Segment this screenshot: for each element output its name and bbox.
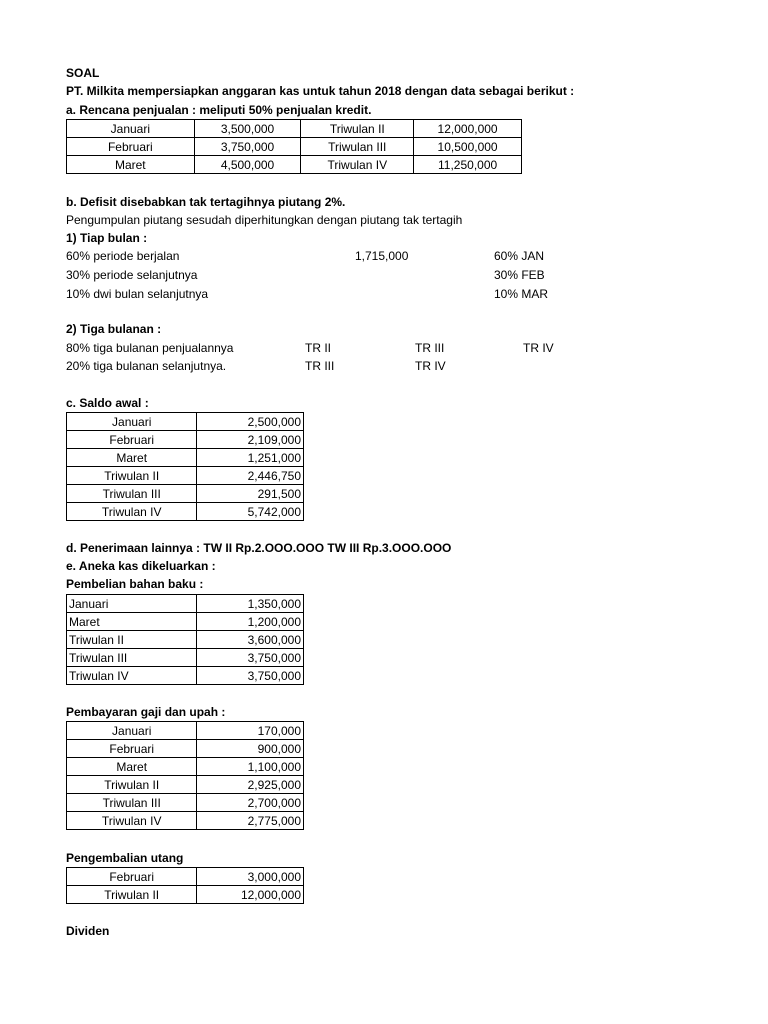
table-row (67, 649, 304, 667)
heading: SOAL (66, 66, 100, 80)
period-cell: Triwulan III (67, 485, 197, 503)
period-cell: Februari (67, 868, 197, 886)
table-row (67, 431, 304, 449)
sales-plan-table (66, 119, 522, 174)
quarter-cell: Triwulan II (301, 120, 414, 138)
table-row (67, 503, 304, 521)
period-cell: Triwulan III (67, 649, 197, 667)
period-cell: Triwulan II (67, 776, 197, 794)
quarterly-label: 80% tiga bulanan penjualannya (66, 341, 234, 355)
period-cell: Triwulan II (67, 886, 197, 904)
section-c-title: c. Saldo awal : (66, 396, 149, 410)
table-row (67, 467, 304, 485)
monthly-value: 1,715,000 (355, 249, 409, 263)
table-row (67, 794, 304, 812)
table-row (67, 631, 304, 649)
wages-table (66, 721, 304, 830)
month-cell: Maret (67, 156, 195, 174)
quarterly-title: 2) Tiga bulanan : (66, 322, 162, 336)
table-row (67, 740, 304, 758)
value-cell: 11,250,000 (414, 156, 522, 174)
period-cell: Maret (67, 613, 197, 631)
quarterly-label: 20% tiga bulanan selanjutnya. (66, 359, 227, 373)
table-row (67, 449, 304, 467)
monthly-label: 10% dwi bulan selanjutnya (66, 287, 209, 301)
amount-cell: 2,500,000 (197, 413, 304, 431)
period-cell: Januari (67, 722, 197, 740)
intro-text: PT. Milkita mempersiapkan anggaran kas untuk tahun 2018 dengan data sebagai berikut : (66, 84, 575, 98)
period-cell: Triwulan II (67, 467, 197, 485)
table-row (67, 886, 304, 904)
quarter-cell: Triwulan IV (301, 156, 414, 174)
table-row (67, 868, 304, 886)
table-row (67, 156, 522, 174)
opening-balance-table (66, 412, 304, 521)
amount-cell: 5,742,000 (197, 503, 304, 521)
period-cell: Januari (67, 595, 197, 613)
period-cell: Maret (67, 449, 197, 467)
monthly-label: 60% periode berjalan (66, 249, 180, 263)
amount-cell: 2,775,000 (197, 812, 304, 830)
table-row (67, 776, 304, 794)
quarterly-col: TR IV (523, 341, 554, 355)
raw-material-table (66, 594, 304, 685)
amount-cell: 12,000,000 (197, 886, 304, 904)
quarterly-col: TR III (305, 359, 335, 373)
quarterly-col: TR IV (415, 359, 446, 373)
amount-cell: 3,750,000 (197, 649, 304, 667)
amount-cell: 1,100,000 (197, 758, 304, 776)
monthly-note: 10% MAR (494, 287, 549, 301)
section-d-text: d. Penerimaan lainnya : TW II Rp.2.OOO.OOO TW III Rp.3.OOO.OOO (66, 541, 452, 555)
monthly-note: 30% FEB (494, 268, 545, 282)
amount-cell: 2,925,000 (197, 776, 304, 794)
table-row (67, 595, 304, 613)
section-b-desc: Pengumpulan piutang sesudah diperhitungkan dengan piutang tak tertagih (66, 213, 463, 227)
quarter-cell: Triwulan III (301, 138, 414, 156)
table-row (67, 485, 304, 503)
table-row (67, 758, 304, 776)
amount-cell: 3,600,000 (197, 631, 304, 649)
month-cell: Februari (67, 138, 195, 156)
value-cell: 3,750,000 (194, 138, 301, 156)
period-cell: Januari (67, 413, 197, 431)
dividend-title: Dividen (66, 924, 110, 938)
period-cell: Februari (67, 431, 197, 449)
amount-cell: 291,500 (197, 485, 304, 503)
table-row (67, 120, 522, 138)
period-cell: Triwulan IV (67, 503, 197, 521)
period-cell: Triwulan III (67, 794, 197, 812)
value-cell: 12,000,000 (414, 120, 522, 138)
section-e-title: e. Aneka kas dikeluarkan : (66, 559, 216, 573)
monthly-note: 60% JAN (494, 249, 545, 263)
quarterly-col: TR II (305, 341, 331, 355)
period-cell: Triwulan IV (67, 812, 197, 830)
section-b-title: b. Defisit disebabkan tak tertagihnya piutang 2%. (66, 195, 346, 209)
debt-repayment-table (66, 867, 304, 904)
amount-cell: 170,000 (197, 722, 304, 740)
amount-cell: 900,000 (197, 740, 304, 758)
period-cell: Triwulan IV (67, 667, 197, 685)
period-cell: Maret (67, 758, 197, 776)
amount-cell: 2,109,000 (197, 431, 304, 449)
value-cell: 10,500,000 (414, 138, 522, 156)
amount-cell: 1,200,000 (197, 613, 304, 631)
table-row (67, 413, 304, 431)
month-cell: Januari (67, 120, 195, 138)
raw-material-title: Pembelian bahan baku : (66, 577, 204, 591)
table-row (67, 722, 304, 740)
table-row (67, 812, 304, 830)
value-cell: 4,500,000 (194, 156, 301, 174)
quarterly-col: TR III (415, 341, 445, 355)
value-cell: 3,500,000 (194, 120, 301, 138)
monthly-title: 1) Tiap bulan : (66, 231, 148, 245)
section-a-title: a. Rencana penjualan : meliputi 50% penjualan kredit. (66, 103, 372, 117)
amount-cell: 1,251,000 (197, 449, 304, 467)
amount-cell: 2,700,000 (197, 794, 304, 812)
amount-cell: 1,350,000 (197, 595, 304, 613)
table-row (67, 138, 522, 156)
amount-cell: 2,446,750 (197, 467, 304, 485)
period-cell: Triwulan II (67, 631, 197, 649)
table-row (67, 613, 304, 631)
monthly-label: 30% periode selanjutnya (66, 268, 198, 282)
wages-title: Pembayaran gaji dan upah : (66, 705, 226, 719)
table-row (67, 667, 304, 685)
debt-repayment-title: Pengembalian utang (66, 851, 184, 865)
amount-cell: 3,000,000 (197, 868, 304, 886)
amount-cell: 3,750,000 (197, 667, 304, 685)
period-cell: Februari (67, 740, 197, 758)
